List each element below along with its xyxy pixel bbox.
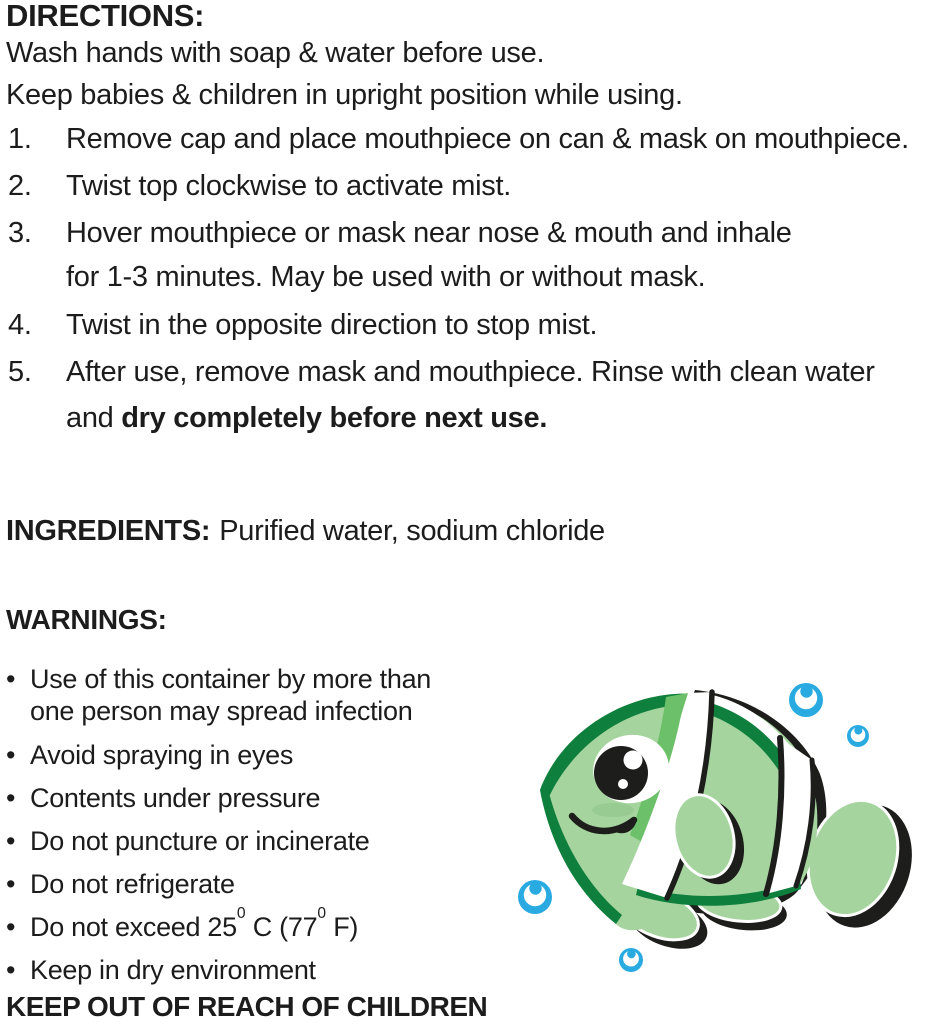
- bullet-icon: •: [6, 955, 16, 985]
- fish-cheek-shading: [592, 803, 634, 817]
- fish-eye-highlight-small: [618, 779, 628, 789]
- step-1-number: 1.: [8, 123, 32, 155]
- warning-text: Do not refrigerate: [30, 869, 235, 899]
- warnings-heading: WARNINGS:: [6, 604, 167, 635]
- warning-item-dry: [6, 957, 316, 984]
- keep-out-of-reach-warning: KEEP OUT OF REACH OF CHILDREN: [6, 991, 488, 1022]
- superscript-zero: 0: [236, 904, 246, 922]
- step-3-text-line-1: Hover mouthpiece or mask near nose & mouth and inhale: [66, 217, 792, 249]
- bullet-icon: •: [6, 869, 16, 899]
- warning-text: Do not exceed $25^0$ C ($77^0$ F): [30, 904, 359, 942]
- step-3-text-line-2: for 1-3 minutes. May be used with or without mask.: [66, 261, 706, 293]
- warning-item-infection-line-1: [6, 666, 431, 693]
- ingredients-label: INGREDIENTS:: [6, 515, 211, 547]
- ingredients-value: Purified water, sodium chloride: [219, 515, 605, 547]
- bullet-icon: •: [6, 826, 16, 856]
- warning-item-puncture: [6, 828, 370, 855]
- warning-item-refrigerate: [6, 871, 235, 898]
- warning-item-pressure: [6, 785, 320, 812]
- step-5-text-line-1: After use, remove mask and mouthpiece. Rinse with clean water: [66, 356, 875, 388]
- step-5-line-2-regular: and: [66, 402, 122, 434]
- step-3-number: 3.: [8, 217, 32, 249]
- step-4-number: 4.: [8, 309, 32, 341]
- clownfish-illustration: [470, 640, 928, 1024]
- bubble-icon: [847, 725, 869, 747]
- directions-heading: DIRECTIONS:: [6, 0, 205, 33]
- warning-text: Do not puncture or incinerate: [30, 826, 370, 856]
- directions-intro-line-1: Wash hands with soap & water before use.: [6, 37, 545, 69]
- warning-text: Use of this container by more than: [30, 664, 432, 694]
- directions-intro-line-2: Keep babies & children in upright position while using.: [6, 79, 683, 111]
- bubble-icon: [619, 948, 643, 972]
- step-4-text: Twist in the opposite direction to stop mist.: [66, 309, 598, 341]
- bullet-icon: •: [6, 783, 16, 813]
- warning-item-eyes: [6, 742, 293, 769]
- bubble-icon: [518, 880, 552, 914]
- step-5-text-line-2: [66, 404, 547, 433]
- step-2-number: 2.: [8, 170, 32, 202]
- step-2-text: Twist top clockwise to activate mist.: [66, 170, 511, 202]
- fish-eye-highlight-large: [624, 751, 643, 770]
- superscript-zero: 0: [317, 904, 327, 922]
- bullet-icon: •: [6, 740, 16, 770]
- step-1-text: Remove cap and place mouthpiece on can & mask on mouthpiece.: [66, 123, 909, 155]
- step-5-number: 5.: [8, 356, 32, 388]
- bullet-icon: •: [6, 664, 16, 694]
- warning-item-infection-line-2: one person may spread infection: [30, 696, 413, 726]
- warning-text: Avoid spraying in eyes: [30, 740, 294, 770]
- step-5-line-2-bold: dry completely before next use.: [121, 402, 548, 434]
- ingredients-line: [6, 517, 605, 546]
- bubble-icon: [789, 683, 823, 717]
- warning-text: Keep in dry environment: [30, 955, 316, 985]
- bullet-icon: •: [6, 912, 16, 942]
- warning-text: Contents under pressure: [30, 783, 321, 813]
- warning-item-temperature: [6, 904, 359, 942]
